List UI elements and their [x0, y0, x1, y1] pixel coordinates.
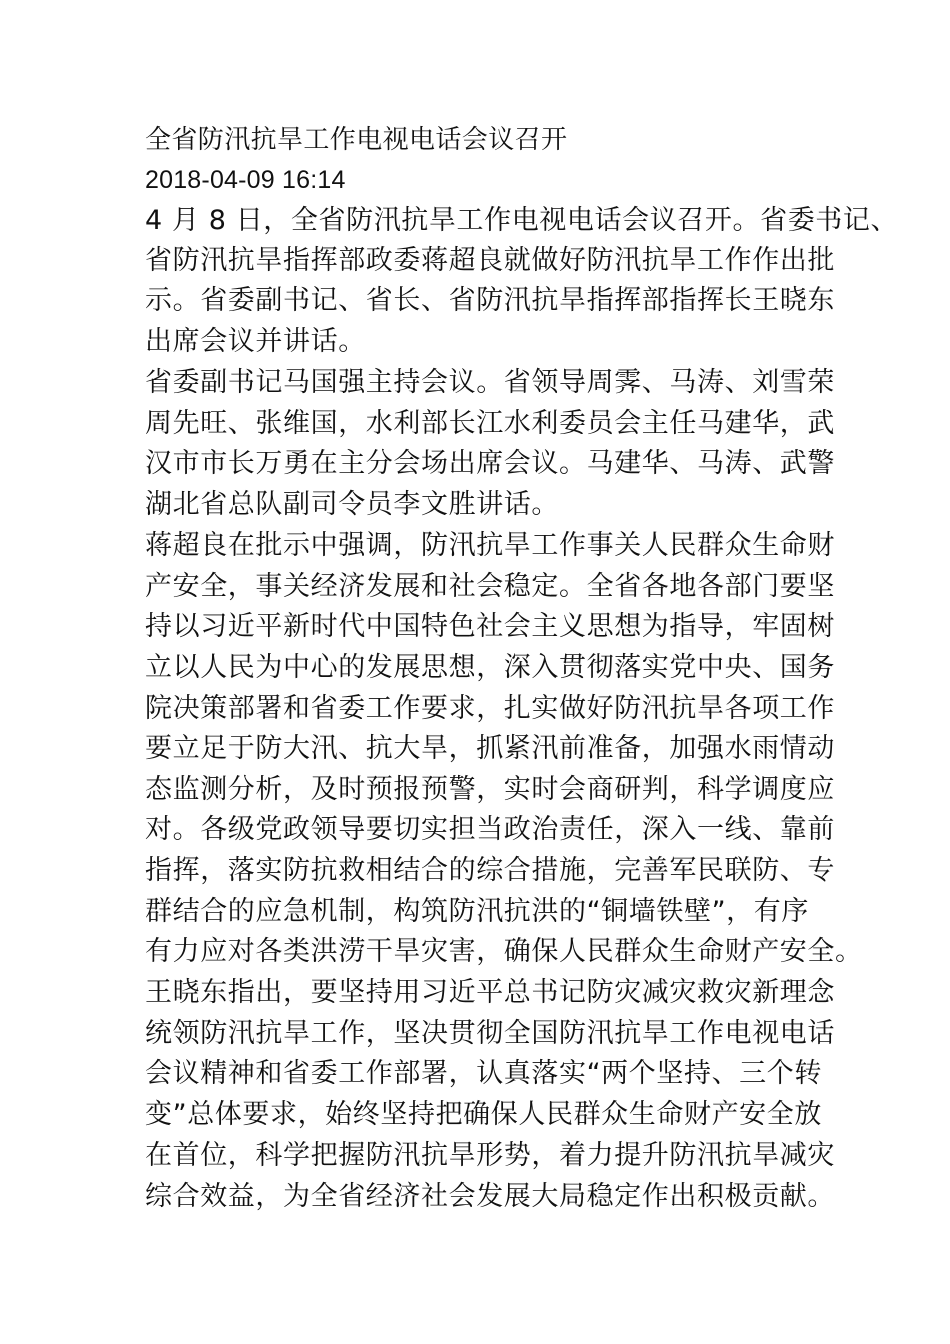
- paragraph-3-line-8: 对。各级党政领导要切实担当政治责任，深入一线、靠前: [145, 814, 835, 845]
- paragraph-2-line-4: 湖北省总队副司令员李文胜讲话。: [145, 489, 559, 520]
- paragraph-3-line-3: 持以习近平新时代中国特色社会主义思想为指导，牢固树: [145, 611, 835, 642]
- paragraph-3-line-4: 立以人民为中心的发展思想，深入贯彻落实党中央、国务: [145, 652, 835, 683]
- paragraph-3-line-7: 态监测分析，及时预报预警，实时会商研判，科学调度应: [145, 774, 835, 805]
- paragraph-3-line-9: 指挥，落实防抗救相结合的综合措施，完善军民联防、专: [145, 855, 835, 886]
- paragraph-3-line-5: 院决策部署和省委工作要求，扎实做好防汛抗旱各项工作: [145, 693, 835, 724]
- paragraph-3-line-1: 蒋超良在批示中强调，防汛抗旱工作事关人民群众生命财: [145, 530, 835, 561]
- paragraph-4-line-6: 综合效益，为全省经济社会发展大局稳定作出积极贡献。: [145, 1181, 835, 1212]
- paragraph-1-line-4: 出席会议并讲话。: [145, 326, 366, 357]
- paragraph-1-line-3: 示。省委副书记、省长、省防汛抗旱指挥部指挥长王晓东: [145, 285, 835, 316]
- paragraph-2-line-2: 周先旺、张维国，水利部长江水利委员会主任马建华，武: [145, 408, 835, 439]
- paragraph-4-line-5: 在首位，科学把握防汛抗旱形势，着力提升防汛抗旱减灾: [145, 1140, 835, 1171]
- paragraph-2-line-1: 省委副书记马国强主持会议。省领导周霁、马涛、刘雪荣: [145, 367, 835, 398]
- paragraph-4-line-1: 王晓东指出，要坚持用习近平总书记防灾减灾救灾新理念: [145, 977, 835, 1008]
- paragraph-4-line-2: 统领防汛抗旱工作，坚决贯彻全国防汛抗旱工作电视电话: [145, 1018, 835, 1049]
- paragraph-2-line-3: 汉市市长万勇在主分会场出席会议。马建华、马涛、武警: [145, 448, 835, 479]
- paragraph-1-line-2: 省防汛抗旱指挥部政委蒋超良就做好防汛抗旱工作作出批: [145, 245, 835, 276]
- paragraph-4-line-3: 会议精神和省委工作部署，认真落实“两个坚持、三个转: [145, 1058, 822, 1089]
- paragraph-3-line-6: 要立足于防大汛、抗大旱，抓紧汛前准备，加强水雨情动: [145, 733, 835, 764]
- paragraph-3-line-2: 产安全，事关经济发展和社会稳定。全省各地各部门要坚: [145, 571, 835, 602]
- paragraph-3-line-10: 群结合的应急机制，构筑防汛抗洪的“铜墙铁壁”，有序: [145, 896, 809, 927]
- document-title: 全省防汛抗旱工作电视电话会议召开: [145, 125, 568, 155]
- paragraph-4-line-4: 变”总体要求，始终坚持把确保人民群众生命财产安全放: [145, 1099, 822, 1130]
- paragraph-3-line-11: 有力应对各类洪涝干旱灾害，确保人民群众生命财产安全。: [145, 936, 863, 967]
- publish-date: 2018-04-09 16:14: [145, 166, 346, 194]
- paragraph-1-line-1: 4 月 8 日，全省防汛抗旱工作电视电话会议召开。省委书记、: [145, 205, 899, 236]
